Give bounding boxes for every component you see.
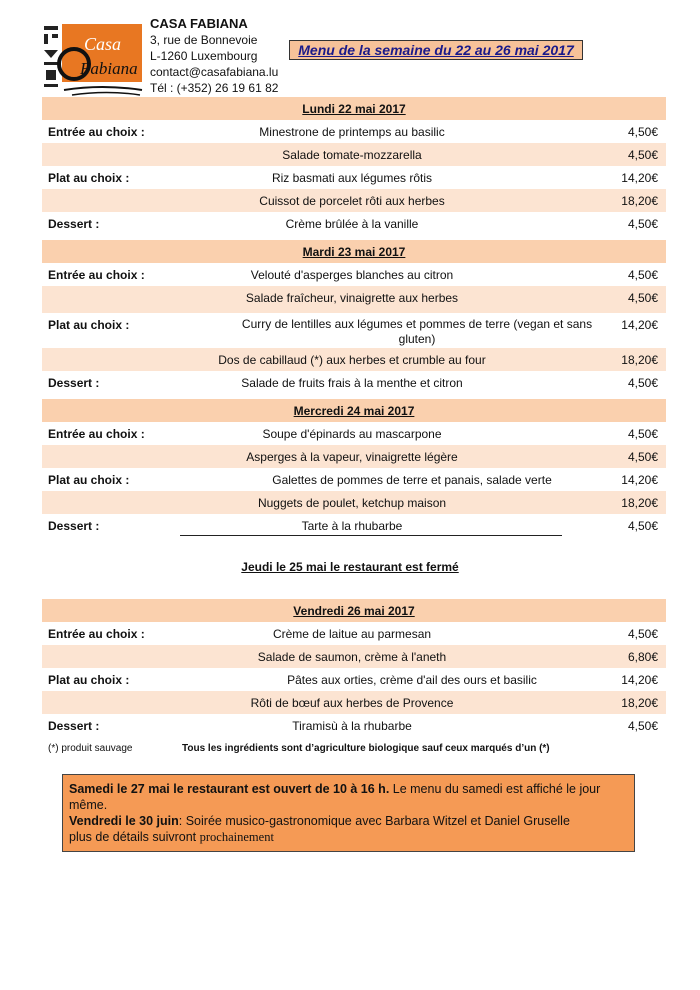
day-name: Lundi 22 mai 2017 (302, 102, 406, 116)
menu-row (42, 468, 666, 491)
event-description: : Soirée musico-gastronomique avec Barbara Witzel et Daniel Gruselle (178, 814, 570, 828)
dish-price: 4,50€ (627, 519, 658, 533)
dish-name: Rôti de bœuf aux herbes de Provence (250, 696, 454, 710)
menu-row (42, 371, 666, 394)
dish-price: 18,20€ (621, 496, 658, 510)
menu-row (42, 445, 666, 468)
category-label: Dessert : (48, 519, 100, 533)
dish-name: Dos de cabillaud (*) aux herbes et crumble au four (218, 353, 486, 367)
day-header (42, 240, 666, 263)
dish-name: Cuissot de porcelet rôti aux herbes (259, 194, 445, 208)
dish-name: Riz basmati aux légumes rôtis (271, 171, 433, 185)
saturday-menu-note: Le menu du samedi est affiché le jour même. (69, 782, 601, 812)
menu-row (42, 286, 666, 313)
svg-text:Casa: Casa (84, 34, 122, 54)
dish-price: 4,50€ (627, 719, 658, 733)
category-label: Entrée au choix : (48, 427, 145, 441)
menu-row (42, 668, 666, 691)
day-header (42, 399, 666, 422)
day-name: Mercredi 24 mai 2017 (293, 404, 415, 418)
category-label: Dessert : (48, 376, 100, 390)
category-label: Plat au choix : (48, 171, 130, 185)
dish-price: 4,50€ (627, 217, 658, 231)
dish-name: Tarte à la rhubarbe (301, 519, 403, 533)
day-section-monday (42, 97, 666, 235)
menu-row (42, 645, 666, 668)
dish-price: 4,50€ (627, 450, 658, 464)
dish-name: Crème brûlée à la vanille (285, 217, 419, 231)
dish-price: 4,50€ (627, 291, 658, 305)
dish-price: 4,50€ (627, 268, 658, 282)
menu-row (42, 422, 666, 445)
dish-price: 14,20€ (621, 318, 658, 332)
menu-row (42, 714, 666, 737)
day-section-friday (42, 599, 666, 737)
dish-name: Crème de laitue au parmesan (272, 627, 432, 641)
footnote-organic: Tous les ingrédients sont d’agriculture biologique sauf ceux marqués d’un (*) (182, 743, 550, 754)
dish-name: Salade tomate-mozzarella (282, 148, 422, 162)
dish-name: Asperges à la vapeur, vinaigrette légère (246, 450, 458, 464)
day-header (42, 599, 666, 622)
dish-price: 18,20€ (621, 194, 658, 208)
day-header (42, 97, 666, 120)
dish-name: Minestrone de printemps au basilic (259, 125, 445, 139)
day-name: Vendredi 26 mai 2017 (293, 604, 415, 618)
category-label: Dessert : (48, 719, 100, 733)
divider-line (180, 535, 562, 536)
menu-row (42, 313, 666, 348)
event-date: Vendredi le 30 juin (69, 814, 179, 828)
menu-row (42, 622, 666, 645)
closed-notice: Jeudi le 25 mai le restaurant est fermé (241, 560, 459, 574)
dish-price: 14,20€ (621, 673, 658, 687)
menu-row (42, 212, 666, 235)
day-section-wednesday (42, 399, 666, 537)
category-label: Plat au choix : (48, 673, 130, 687)
dish-price: 18,20€ (621, 696, 658, 710)
dish-price: 14,20€ (621, 171, 658, 185)
category-label: Dessert : (48, 217, 100, 231)
category-label: Entrée au choix : (48, 268, 145, 282)
day-section-tuesday (42, 240, 666, 394)
menu-row (42, 143, 666, 166)
svg-text:Fabiana: Fabiana (80, 59, 138, 78)
dish-name: Curry de lentilles aux légumes et pommes de terre (vegan et sans gluten) (241, 317, 593, 346)
dish-name: Salade fraîcheur, vinaigrette aux herbes (245, 291, 459, 305)
menu-row (42, 263, 666, 286)
email[interactable]: contact@casafabiana.lu (150, 65, 279, 79)
menu-row (42, 348, 666, 371)
street: 3, rue de Bonnevoie (150, 33, 258, 47)
dish-name: Salade de fruits frais à la menthe et citron (241, 376, 463, 390)
dish-price: 14,20€ (621, 473, 658, 487)
menu-row (42, 120, 666, 143)
category-label: Plat au choix : (48, 473, 130, 487)
menu-row (42, 491, 666, 514)
category-label: Entrée au choix : (48, 627, 145, 641)
city: L-1260 Luxembourg (150, 49, 258, 63)
announcement-box (62, 774, 635, 852)
dish-price: 4,50€ (627, 148, 658, 162)
dish-name: Soupe d'épinards au mascarpone (262, 427, 442, 441)
dish-price: 4,50€ (627, 427, 658, 441)
dish-name: Velouté d'asperges blanches au citron (250, 268, 454, 282)
dish-name: Tiramisù à la rhubarbe (292, 719, 412, 733)
menu-title: Menu de la semaine du 22 au 26 mai 2017 (289, 40, 583, 60)
footnote-wild-product: (*) produit sauvage (48, 743, 133, 754)
category-label: Entrée au choix : (48, 125, 145, 139)
saturday-opening: Samedi le 27 mai le restaurant est ouvert de 10 à 16 h. (69, 782, 390, 796)
logo-graphic (42, 20, 146, 98)
dish-price: 4,50€ (627, 376, 658, 390)
dish-price: 6,80€ (627, 650, 658, 664)
day-name: Mardi 23 mai 2017 (302, 245, 406, 259)
dish-price: 18,20€ (621, 353, 658, 367)
address-block (150, 16, 278, 96)
dish-name: Pâtes aux orties, crème d'ail des ours et basilic (287, 673, 537, 687)
menu-row (42, 189, 666, 212)
dish-name: Galettes de pommes de terre et panais, salade verte (272, 473, 552, 487)
dish-name: Nuggets de poulet, ketchup maison (257, 496, 447, 510)
menu-row (42, 514, 666, 537)
dish-price: 4,50€ (627, 125, 658, 139)
phone: Tél : (+352) 26 19 61 82 (150, 81, 279, 95)
menu-row (42, 691, 666, 714)
menu-row (42, 166, 666, 189)
category-label: Plat au choix : (48, 318, 130, 332)
dish-name: Salade de saumon, crème à l'aneth (257, 650, 447, 664)
casa-fabiana-logo (42, 20, 146, 98)
restaurant-name: CASA FABIANA (150, 16, 248, 31)
details-note-end: prochainement (199, 830, 274, 844)
details-note: plus de détails suivront (69, 830, 200, 844)
dish-price: 4,50€ (627, 627, 658, 641)
